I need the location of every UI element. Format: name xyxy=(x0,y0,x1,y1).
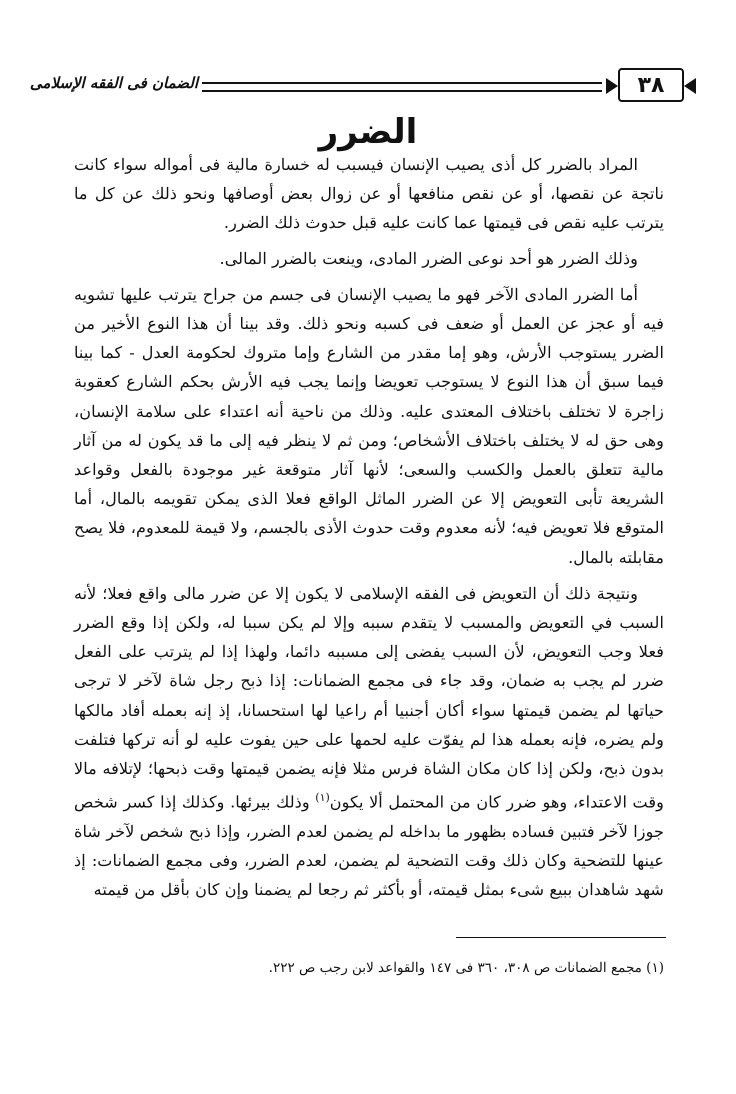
footnote-marker: (١) xyxy=(315,791,330,805)
page-header xyxy=(29,68,684,106)
paragraph-2: وذلك الضرر هو أحد نوعى الضرر المادى، وينعت بالضرر المالى. xyxy=(219,248,638,268)
paragraph-1: المراد بالضرر كل أذى يصيب الإنسان فيسبب له خسارة مالية فى أمواله سواء كانت ناتجة عن نقصها، أو عن نقص منافعها أو عن زوال بعض أوصافها ونحو ذلك عن كل ما يترتب عليه نقص فى قيمتها عما كانت عليه قبل حدوث ذلك الضرر. xyxy=(74,155,664,233)
section-title: الضرر xyxy=(318,112,418,152)
paragraph-4-rest: . وكذلك إذا كسر شخص جوزا لآخر فتبين فساده بظهور ما بداخله لم يضمن لعدم الضرر، وإذا ذبح شخص لآخر شاة عينها للتضحية وكان ذلك وقت التضحية لم يضمن، لعدم الضرر، وفى مجمع الضمانات: إذ شهد شاهدان ببيع شىء بمثل قيمته، أو بأكثر ثم رجعا لم يضمنا وإن كان بأقل من قيمته xyxy=(74,792,664,900)
paragraph-4-main: ونتيجة ذلك أن التعويض فى الفقه الإسلامى لا يكون إلا عن ضرر مالى واقع فعلا؛ لأنه السبب في التعويض والمسبب لا يتقدم سببه وإلا لم يكن سببا له، ولكن إذا وقع الضرر فعلا وجب التعويض، لأن السبب يفضى إلى مسببه دائما، ولهذا إذا لم يترتب على الفعل ضرر لم يجب به ضمان، وقد جاء فى مجمع الضمانات: إذا ذبح رجل شاة لآخر لا ترجى حياتها لم يضمن قيمتها سواء أكان أجنبيا أم راعيا لها استحسانا، إذ إنه بعمله أفاد مالكها ولم يضره، فإنه بعمله هذا لم يفوّت عليه لحمها على حين يفوت عليه لو أنه تركها فتلفت بدون ذبح، ولكن إذا كان مكان الشاة فرس مثلا فإنه يضمن قيمتها وقت ذبحها؛ لإتلافه مالا وقت الاعتداء، وهو ضرر كان من المحتمل ألا يكون xyxy=(74,583,664,812)
page-number: ٣٨ xyxy=(618,68,684,102)
body-text xyxy=(74,150,664,911)
footnote-separator xyxy=(456,937,666,938)
paragraph-4 xyxy=(74,579,664,905)
footnote: (١) مجمع الضمانات ص ٣٠٨، ٣٦٠ فى ١٤٧ والقواعد لابن رجب ص ٢٢٢. xyxy=(268,960,664,976)
paragraph-3: أما الضرر المادى الآخر فهو ما يصيب الإنسان فى جسم من جراح يترتب عليها تشويه فيه أو عجز عن العمل أو ضعف فى كسبه ونحو ذلك. وقد بينا أن هذا النوع الأخير من الضرر يستوجب الأرش، وهو إما مقدر من الشارع وإما متروك لحكومة العدل - كما بينا فيما سبق أن هذا النوع لا يستوجب تعويضا وإنما يجب فيه الأرش بحكم الشارع كعقوبة زاجرة لا تختلف باختلاف المعتدى عليه. وذلك من ناحية أنه اعتداء على سلامة الإنسان، وهى حق له لا يختلف باختلاف الأشخاص؛ ومن ثم لا ينظر فيه إلى ما قد يكون له من آثار مالية تتعلق بالعمل والكسب والسعى؛ لأنها آثار متوقعة غير موجودة بالفعل وقواعد الشريعة تأبى التعويض إلا عن الضرر الماثل الواقع فعلا الذى يمكن تقويمه بالمال، أما المتوقع فلا تعويض فيه؛ لأنه معدوم وقت حدوث الأذى بالجسم، ولا قيمة للمعدوم، فلا يصح مقابلته بالمال. xyxy=(74,284,664,567)
header-rule xyxy=(202,82,602,92)
paragraph-4-inline-tail: وذلك بيرئها xyxy=(235,792,316,812)
book-title: الضمان فى الفقه الإسلامى xyxy=(29,74,198,92)
